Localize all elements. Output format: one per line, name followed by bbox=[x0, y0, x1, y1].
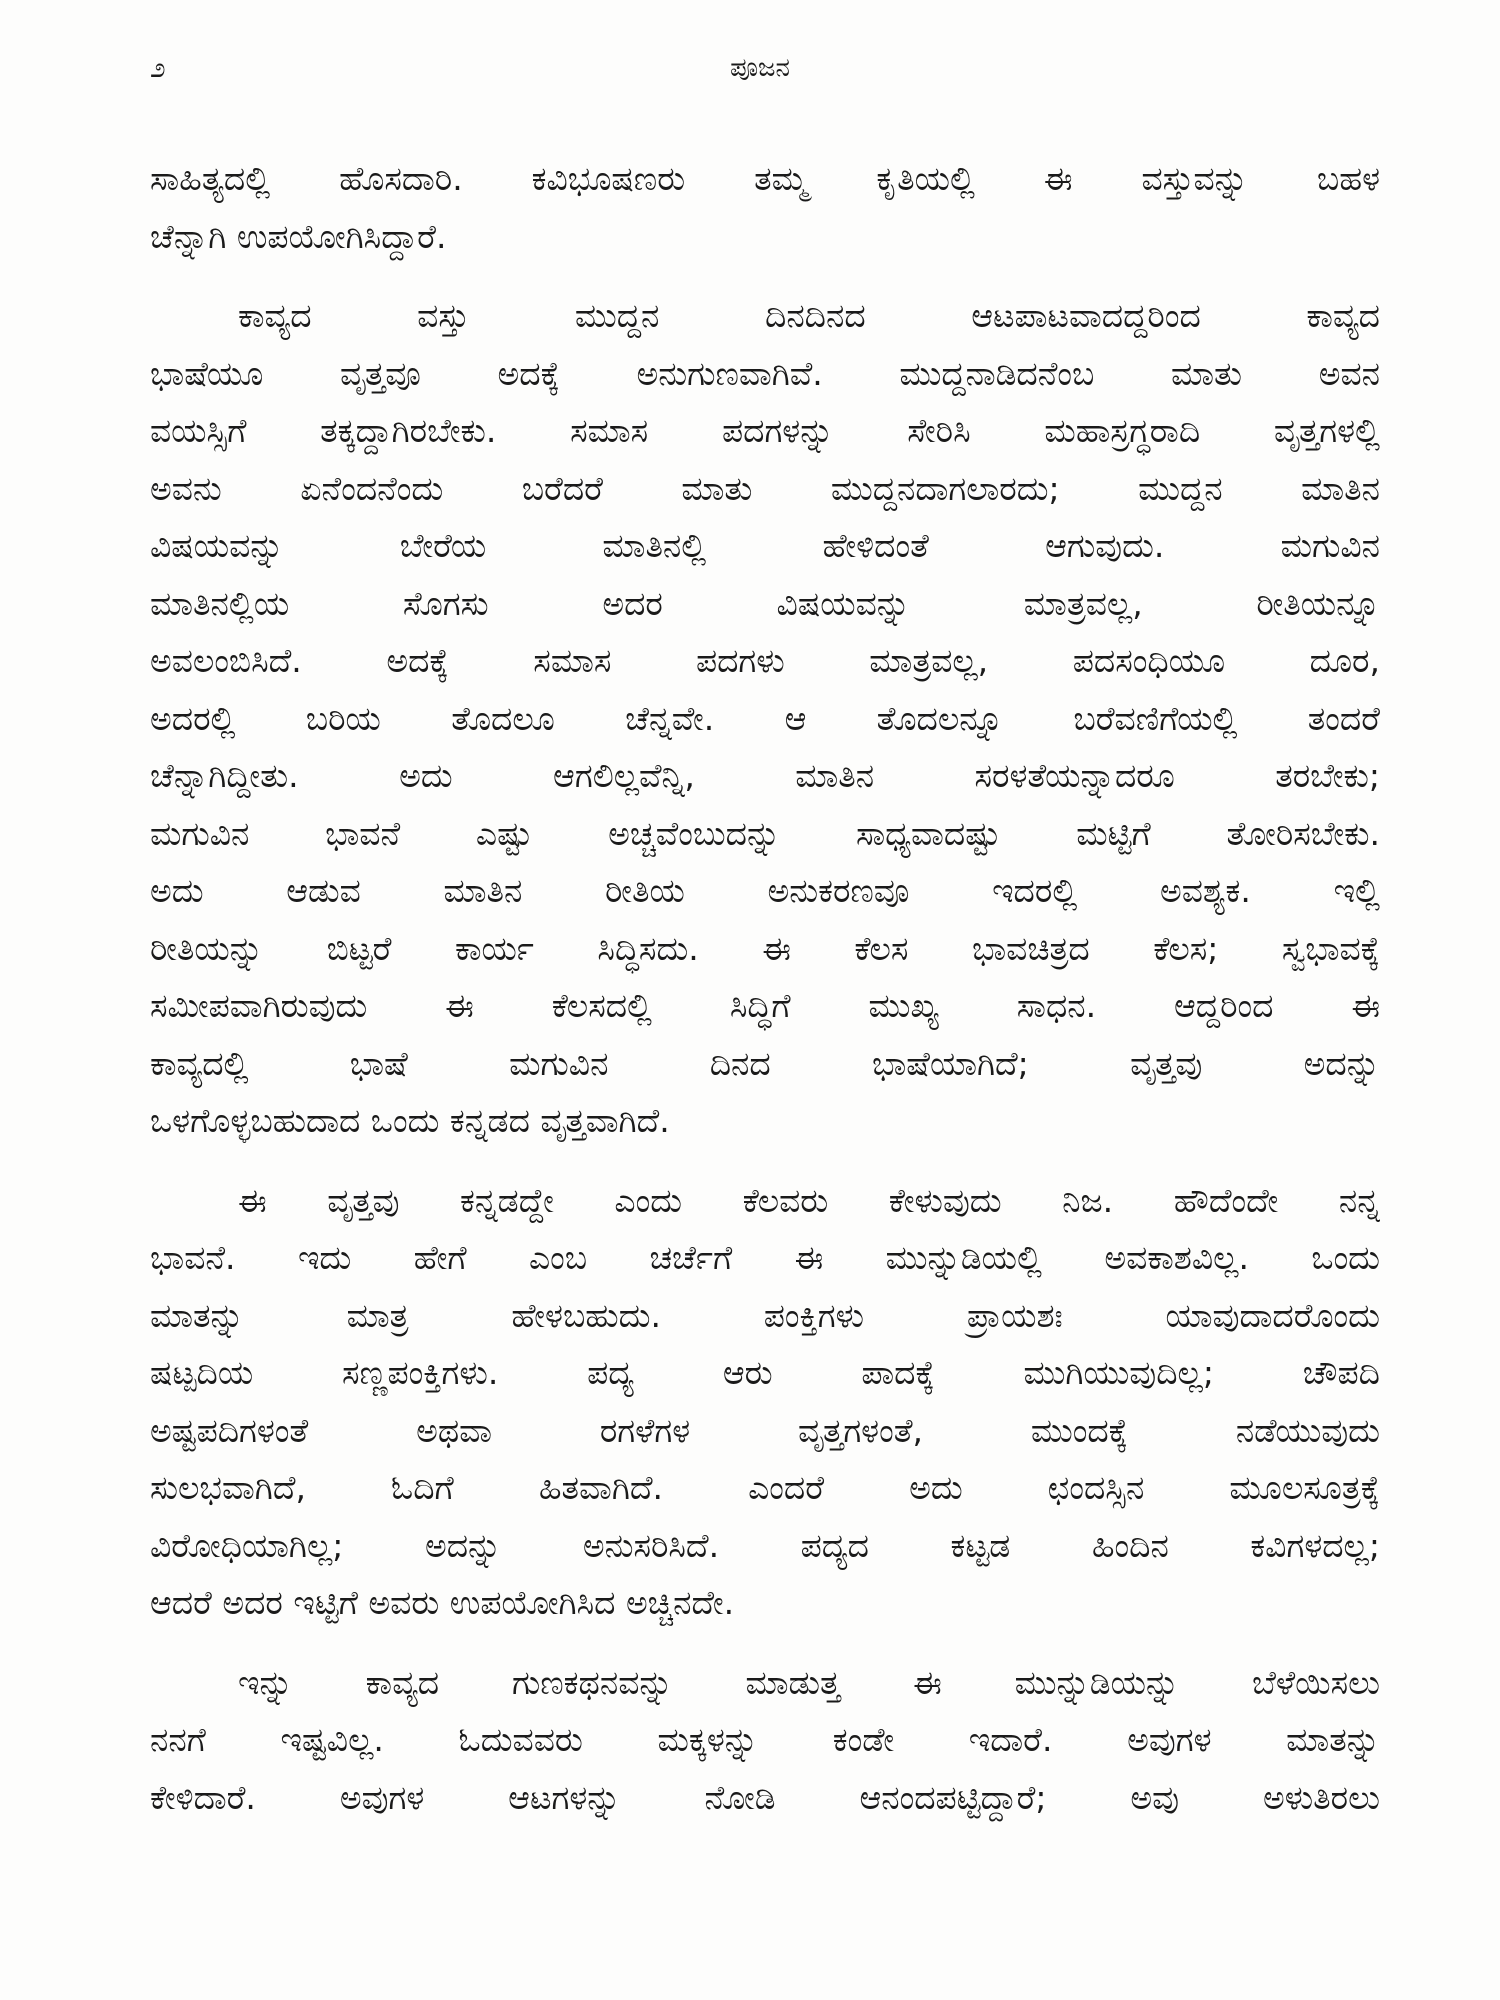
text-line: ಕೇಳಿದಾರೆ. ಅವುಗಳ ಆಟಗಳನ್ನು ನೋಡಿ ಆನಂದಪಟ್ಟಿದ್ದಾರೆ; ಅವು ಅಳುತಿರಲು bbox=[150, 1777, 1380, 1817]
running-header bbox=[150, 48, 1370, 88]
paragraph bbox=[150, 1172, 1380, 1632]
text-line: ಚೆನ್ನಾಗಿ ಉಪಯೋಗಿಸಿದ್ದಾರೆ. bbox=[150, 216, 447, 256]
text-line: ಅಷ್ಟಪದಿಗಳಂತೆ ಅಥವಾ ರಗಳೆಗಳ ವೃತ್ತಗಳಂತೆ, ಮುಂದಕ್ಕೆ ನಡೆಯುವುದು bbox=[150, 1410, 1380, 1450]
text-line: ಅವನು ಏನೆಂದನೆಂದು ಬರೆದರೆ ಮಾತು ಮುದ್ದನದಾಗಲಾರದು; ಮುದ್ದನ ಮಾತಿನ bbox=[150, 468, 1380, 508]
text-line: ಮಗುವಿನ ಭಾವನೆ ಎಷ್ಟು ಅಚ್ಚವೆಂಬುದನ್ನು ಸಾಧ್ಯವಾದಷ್ಟು ಮಟ್ಟಿಗೆ ತೋರಿಸಬೇಕು. bbox=[150, 813, 1380, 853]
text-line: ಭಾಷೆಯೂ ವೃತ್ತವೂ ಅದಕ್ಕೆ ಅನುಗುಣವಾಗಿವೆ. ಮುದ್ದನಾಡಿದನೆಂಬ ಮಾತು ಅವನ bbox=[150, 353, 1380, 393]
text-line: ಸಮೀಪವಾಗಿರುವುದು ಈ ಕೆಲಸದಲ್ಲಿ ಸಿದ್ಧಿಗೆ ಮುಖ್ಯ ಸಾಧನ. ಆದ್ದರಿಂದ ಈ bbox=[150, 986, 1380, 1025]
text-line: ಇನ್ನು ಕಾವ್ಯದ ಗುಣಕಥನವನ್ನು ಮಾಡುತ್ತ ಈ ಮುನ್ನುಡಿಯನ್ನು ಬೆಳೆಯಿಸಲು bbox=[238, 1662, 1380, 1702]
text-line: ಮಾತನ್ನು ಮಾತ್ರ ಹೇಳಬಹುದು. ಪಂಕ್ತಿಗಳು ಪ್ರಾಯಶಃ ಯಾವುದಾದರೊಂದು bbox=[150, 1295, 1380, 1335]
text-line: ಅದು ಆಡುವ ಮಾತಿನ ರೀತಿಯ ಅನುಕರಣವೂ ಇದರಲ್ಲಿ ಅವಶ್ಯಕ. ಇಲ್ಲಿ bbox=[150, 871, 1380, 910]
paragraph bbox=[150, 1654, 1380, 1827]
text-line: ಈ ವೃತ್ತವು ಕನ್ನಡದ್ದೇ ಎಂದು ಕೆಲವರು ಕೇಳುವುದು ನಿಜ. ಹೌದೆಂದೇ ನನ್ನ bbox=[238, 1180, 1380, 1220]
text-line: ನನಗೆ ಇಷ್ಟವಿಲ್ಲ. ಓದುವವರು ಮಕ್ಕಳನ್ನು ಕಂಡೇ ಇದಾರೆ. ಅವುಗಳ ಮಾತನ್ನು bbox=[150, 1720, 1380, 1759]
text-line: ಮಾತಿನಲ್ಲಿಯ ಸೊಗಸು ಅದರ ವಿಷಯವನ್ನು ಮಾತ್ರವಲ್ಲ, ರೀತಿಯನ್ನೂ bbox=[150, 583, 1380, 623]
text-line: ಷಟ್ಪದಿಯ ಸಣ್ಣಪಂಕ್ತಿಗಳು. ಪದ್ಯ ಆರು ಪಾದಕ್ಕೆ ಮುಗಿಯುವುದಿಲ್ಲ; ಚೌಪದಿ bbox=[150, 1353, 1380, 1392]
text-line: ಸಾಹಿತ್ಯದಲ್ಲಿ ಹೊಸದಾರಿ. ಕವಿಭೂಷಣರು ತಮ್ಮ ಕೃತಿಯಲ್ಲಿ ಈ ವಸ್ತುವನ್ನು ಬಹಳ bbox=[150, 159, 1380, 198]
running-title: ಪೂಜನ bbox=[730, 53, 790, 83]
page-number: ೨ bbox=[150, 51, 166, 84]
paragraph bbox=[150, 287, 1380, 1150]
text-line: ಸುಲಭವಾಗಿದೆ, ಓದಿಗೆ ಹಿತವಾಗಿದೆ. ಎಂದರೆ ಅದು ಛಂದಸ್ಸಿನ ಮೂಲಸೂತ್ರಕ್ಕೆ bbox=[150, 1468, 1380, 1507]
text-line: ವಿರೋಧಿಯಾಗಿಲ್ಲ; ಅದನ್ನು ಅನುಸರಿಸಿದೆ. ಪದ್ಯದ ಕಟ್ಟಡ ಹಿಂದಿನ ಕವಿಗಳದಲ್ಲ; bbox=[150, 1525, 1380, 1565]
text-line: ವಯಸ್ಸಿಗೆ ತಕ್ಕದ್ದಾಗಿರಬೇಕು. ಸಮಾಸ ಪದಗಳನ್ನು ಸೇರಿಸಿ ಮಹಾಸ್ರಗ್ಧರಾದಿ ವೃತ್ತಗಳಲ್ಲಿ bbox=[150, 411, 1380, 450]
paragraph bbox=[150, 150, 1380, 265]
text-line: ಅದರಲ್ಲಿ ಬರಿಯ ತೊದಲೂ ಚೆನ್ನವೇ. ಆ ತೊದಲನ್ನೂ ಬರೆವಣಿಗೆಯಲ್ಲಿ ತಂದರೆ bbox=[150, 698, 1380, 738]
text-line: ಕಾವ್ಯದಲ್ಲಿ ಭಾಷೆ ಮಗುವಿನ ದಿನದ ಭಾಷೆಯಾಗಿದೆ; ವೃತ್ತವು ಅದನ್ನು bbox=[150, 1043, 1380, 1083]
text-line: ರೀತಿಯನ್ನು ಬಿಟ್ಟರೆ ಕಾರ್ಯ ಸಿದ್ಧಿಸದು. ಈ ಕೆಲಸ ಭಾವಚಿತ್ರದ ಕೆಲಸ; ಸ್ವಭಾವಕ್ಕೆ bbox=[150, 928, 1380, 968]
text-line: ಅವಲಂಬಿಸಿದೆ. ಅದಕ್ಕೆ ಸಮಾಸ ಪದಗಳು ಮಾತ್ರವಲ್ಲ, ಪದಸಂಧಿಯೂ ದೂರ, bbox=[150, 641, 1380, 680]
text-line: ಆದರೆ ಅದರ ಇಟ್ಟಿಗೆ ಅವರು ಉಪಯೋಗಿಸಿದ ಅಚ್ಚಿನದೇ. bbox=[150, 1583, 735, 1622]
text-line: ಕಾವ್ಯದ ವಸ್ತು ಮುದ್ದನ ದಿನದಿನದ ಆಟಪಾಟವಾದದ್ದರಿಂದ ಕಾವ್ಯದ bbox=[238, 296, 1380, 335]
text-line: ಚೆನ್ನಾಗಿದ್ದೀತು. ಅದು ಆಗಲಿಲ್ಲವೆನ್ನಿ, ಮಾತಿನ ಸರಳತೆಯನ್ನಾದರೂ ತರಬೇಕು; bbox=[150, 756, 1380, 795]
text-line: ವಿಷಯವನ್ನು ಬೇರೆಯ ಮಾತಿನಲ್ಲಿ ಹೇಳಿದಂತೆ ಆಗುವುದು. ಮಗುವಿನ bbox=[150, 526, 1380, 565]
text-line: ಭಾವನೆ. ಇದು ಹೇಗೆ ಎಂಬ ಚರ್ಚೆಗೆ ಈ ಮುನ್ನುಡಿಯಲ್ಲಿ ಅವಕಾಶವಿಲ್ಲ. ಒಂದು bbox=[150, 1238, 1380, 1277]
body-text bbox=[150, 150, 1380, 1826]
text-line: ಒಳಗೊಳ್ಳಬಹುದಾದ ಒಂದು ಕನ್ನಡದ ವೃತ್ತವಾಗಿದೆ. bbox=[150, 1101, 670, 1140]
